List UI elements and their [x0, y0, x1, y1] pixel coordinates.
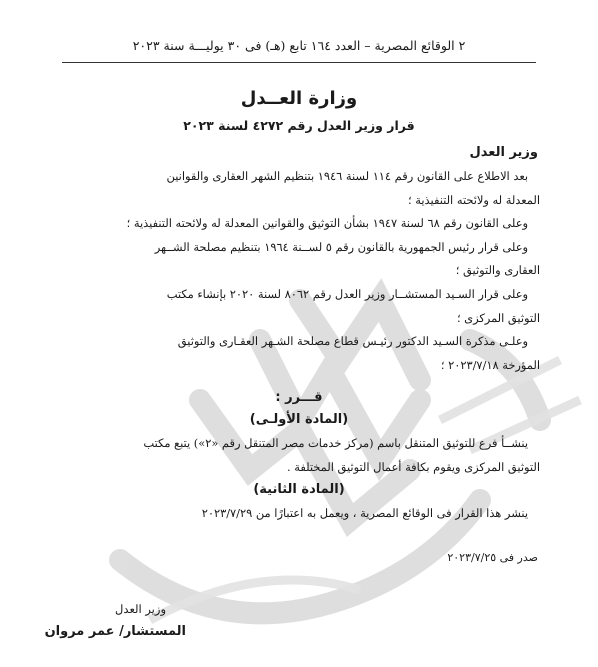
issue-date: صدر فى ٢٠٢٣/٧/٢٥ [447, 551, 538, 564]
article-line: التوثيق المركزى ويقوم بكافة أعمال التوثيق المختلفة . [286, 459, 540, 474]
preamble-line: وعلى القانون رقم ٦٨ لسنة ١٩٤٧ بشأن التوثيق والقوانين المعدلة له ولائحته التنفيذية ؛ [126, 216, 528, 231]
article-one-text [60, 432, 540, 479]
signature-title: وزير العدل [115, 602, 166, 616]
preamble-line: وعلى قرار رئيس الجمهورية بالقانون رقم ٥ لســنة ١٩٦٤ بتنظيم مصلحة الشــهر [154, 239, 528, 254]
preamble-line: المؤرخة ٢٠٢٣/٧/١٨ ؛ [440, 357, 540, 372]
preamble-text [60, 165, 540, 377]
article-two-text [60, 502, 540, 526]
preamble-line: التوثيق المركزى ؛ [456, 310, 540, 325]
decree-title: قرار وزير العدل رقم ٤٢٧٢ لسنة ٢٠٢٣ [183, 118, 415, 133]
article-one-heading: (المادة الأولـى) [249, 412, 349, 427]
article-line: ينشر هذا القرار فى الوقائع المصرية ، ويعمل به اعتبارًا من ٢٠٢٣/٧/٢٩ [201, 506, 528, 520]
preamble-line: وعلـى مذكرة السـيد الدكتور رئيـس قطاع مصلحة الشـهر العقـارى والتوثيق [177, 334, 528, 349]
preamble-line: المعدلة له ولائحته التنفيذية ؛ [408, 192, 540, 207]
decision-heading: قـــرر : [275, 390, 323, 405]
minister-heading: وزير العدل [469, 145, 538, 160]
signature-name: المستشار/ عمر مروان [44, 624, 186, 639]
preamble-line: بعد الاطلاع على القانون رقم ١١٤ لسنة ١٩٤٦ بتنظيم الشهر العقارى والقوانين [166, 169, 528, 183]
preamble-line: وعلى قرار السـيد المستشــار وزير العدل رقم ٨٠٦٢ لسنة ٢٠٢٠ بإنشاء مكتب [166, 286, 528, 301]
running-header: ٢ الوقائع المصرية – العدد ١٦٤ تابع (هـ) فى ٣٠ يوليـــة سنة ٢٠٢٣ [132, 38, 466, 53]
ministry-title: وزارة العــدل [240, 88, 358, 109]
article-line: ينشــأ فرع للتوثيق المتنقل باسم (مركز خدمات مصر المتنقل رقم «٢») يتبع مكتب [143, 436, 528, 450]
header-divider [62, 62, 536, 63]
preamble-line: العقارى والتوثيق ؛ [455, 263, 540, 278]
article-two-heading: (المادة الثانية) [253, 482, 345, 497]
